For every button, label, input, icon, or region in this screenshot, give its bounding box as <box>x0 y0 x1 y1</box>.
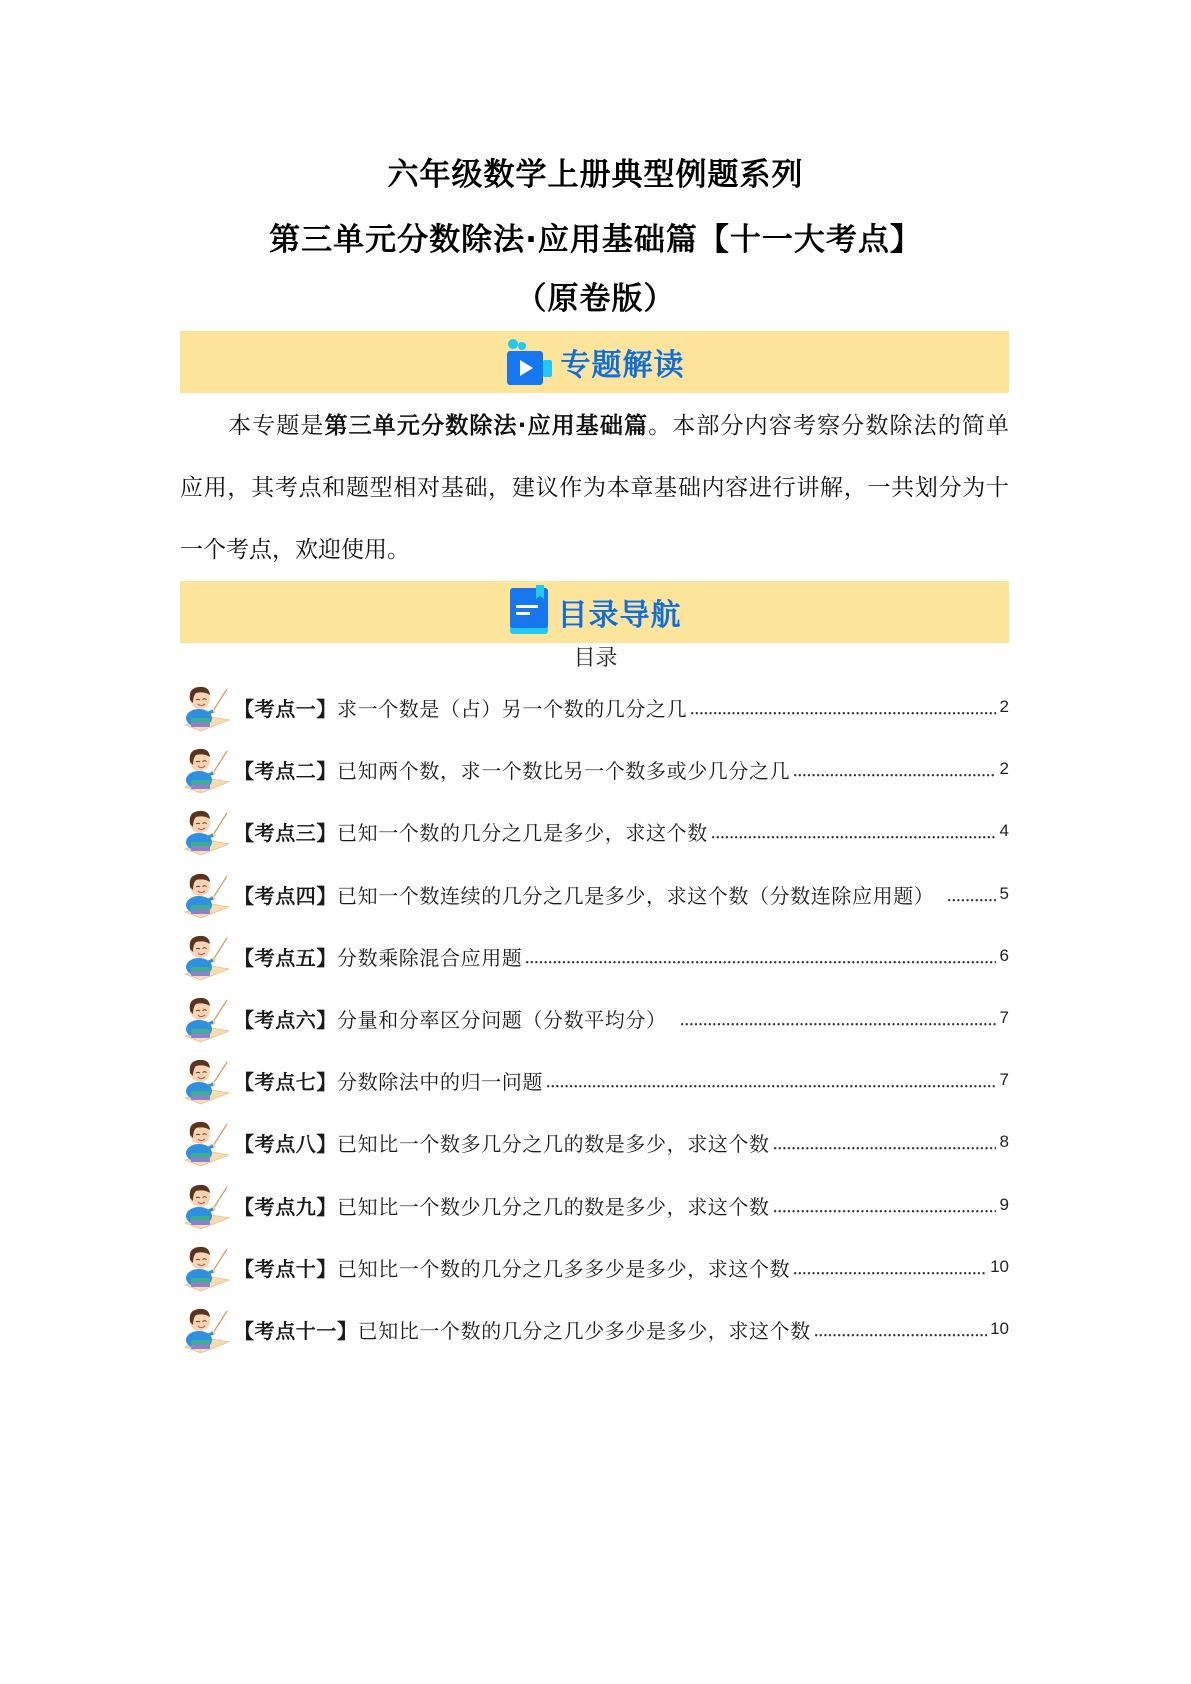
toc-entry-title: 已知两个数，求一个数比另一个数多或少几分之几 <box>337 758 791 783</box>
section-heading-group <box>508 585 682 639</box>
toc-entry-title: 已知比一个数的几分之几多多少是多少，求这个数 <box>337 1256 791 1281</box>
section-heading-navigation: 目录导航 <box>557 598 682 633</box>
intro-paragraph-line-3: 一个考点，欢迎使用。 <box>180 537 410 563</box>
toc-entry[interactable] <box>182 743 1009 795</box>
toc-entry-label: 【考点一】 <box>234 696 337 721</box>
toc-entry[interactable] <box>182 1054 1009 1106</box>
toc-page-number: 7 <box>999 1070 1009 1089</box>
toc-entry[interactable] <box>182 805 1009 857</box>
teacher-icon <box>182 930 230 982</box>
section-heading-interpretation: 专题解读 <box>560 348 685 383</box>
dot-leader <box>794 762 996 778</box>
dot-leader <box>948 887 996 903</box>
intro-paragraph-line-2: 应用，其考点和题型相对基础，建议作为本章基础内容进行讲解，一共划分为十 <box>180 475 1009 501</box>
dot-leader <box>815 1322 987 1338</box>
toc-entry[interactable] <box>182 868 1009 920</box>
toc-page-number: 6 <box>999 946 1009 965</box>
teacher-icon <box>182 743 230 795</box>
toc-entry[interactable] <box>182 992 1009 1044</box>
toc-entry-label: 【考点九】 <box>234 1194 337 1219</box>
intro-text: 。本部分内容考察分数除法的简单 <box>648 413 1009 439</box>
dot-leader <box>794 1260 987 1276</box>
toc-entry-title: 分数乘除混合应用题 <box>337 945 523 970</box>
toc-entry-label: 【考点六】 <box>234 1007 337 1032</box>
intro-text: 本专题是 <box>228 413 325 439</box>
toc-page-number: 2 <box>999 759 1009 778</box>
toc-entry[interactable] <box>182 681 1009 733</box>
toc-page-number: 9 <box>999 1195 1009 1214</box>
toc-title: 目录 <box>573 646 618 671</box>
toc-entry-label: 【考点五】 <box>234 945 337 970</box>
toc-entry-title: 分数除法中的归一问题 <box>337 1069 543 1094</box>
toc-entry[interactable] <box>182 1303 1009 1355</box>
toc-entry-label: 【考点十】 <box>234 1256 337 1281</box>
teacher-icon <box>182 992 230 1044</box>
teacher-icon <box>182 868 230 920</box>
document-title: 六年级数学上册典型例题系列 <box>387 157 804 193</box>
toc-page-number: 4 <box>999 821 1009 840</box>
toc-entry-title: 已知一个数连续的几分之几是多少，求这个数（分数连除应用题） <box>337 883 935 908</box>
toc-entry-label: 【考点十一】 <box>234 1318 358 1343</box>
dot-leader <box>681 1011 996 1027</box>
dot-leader <box>774 1135 996 1151</box>
book-icon <box>508 585 554 639</box>
teacher-icon <box>182 1054 230 1106</box>
document-edition: （原卷版） <box>515 281 676 317</box>
toc-entry-title: 求一个数是（占）另一个数的几分之几 <box>337 696 688 721</box>
toc-entry-label: 【考点四】 <box>234 883 337 908</box>
teacher-icon <box>182 1116 230 1168</box>
dot-leader <box>712 824 996 840</box>
toc-page-number: 8 <box>999 1132 1009 1151</box>
teacher-icon <box>182 1179 230 1231</box>
toc-entry-title: 已知比一个数少几分之几的数是多少，求这个数 <box>337 1194 770 1219</box>
toc-entry-label: 【考点三】 <box>234 820 337 845</box>
teacher-icon <box>182 1303 230 1355</box>
document-subtitle: 第三单元分数除法·应用基础篇【十一大考点】 <box>269 222 922 258</box>
teacher-icon <box>182 681 230 733</box>
toc-page-number: 7 <box>999 1008 1009 1027</box>
video-play-icon <box>505 338 557 386</box>
toc-entry[interactable] <box>182 930 1009 982</box>
intro-paragraph-line-1 <box>180 395 1009 457</box>
section-heading-group <box>505 338 685 386</box>
toc-page-number: 2 <box>999 697 1009 716</box>
teacher-icon <box>182 1241 230 1293</box>
intro-bold-topic: 第三单元分数除法·应用基础篇 <box>324 413 649 439</box>
toc-page-number: 5 <box>999 884 1009 903</box>
toc-page-number: 10 <box>990 1257 1009 1276</box>
toc-page-number: 10 <box>990 1319 1009 1338</box>
toc-entry-label: 【考点二】 <box>234 758 337 783</box>
dot-leader <box>526 949 996 965</box>
toc-entry-title: 已知一个数的几分之几是多少，求这个数 <box>337 820 708 845</box>
toc-entry-title: 分量和分率区分问题（分数平均分） <box>337 1007 667 1032</box>
dot-leader <box>774 1198 996 1214</box>
toc-entry-label: 【考点八】 <box>234 1131 337 1156</box>
dot-leader <box>547 1073 996 1089</box>
toc-entry[interactable] <box>182 1241 1009 1293</box>
toc-entry-label: 【考点七】 <box>234 1069 337 1094</box>
toc-entry-title: 已知比一个数多几分之几的数是多少，求这个数 <box>337 1131 770 1156</box>
dot-leader <box>691 700 996 716</box>
toc-entry[interactable] <box>182 1116 1009 1168</box>
toc-entry[interactable] <box>182 1179 1009 1231</box>
toc-entry-title: 已知比一个数的几分之几少多少是多少，求这个数 <box>357 1318 811 1343</box>
section-banner-interpretation <box>180 331 1009 393</box>
teacher-icon <box>182 805 230 857</box>
section-banner-navigation <box>180 581 1009 643</box>
